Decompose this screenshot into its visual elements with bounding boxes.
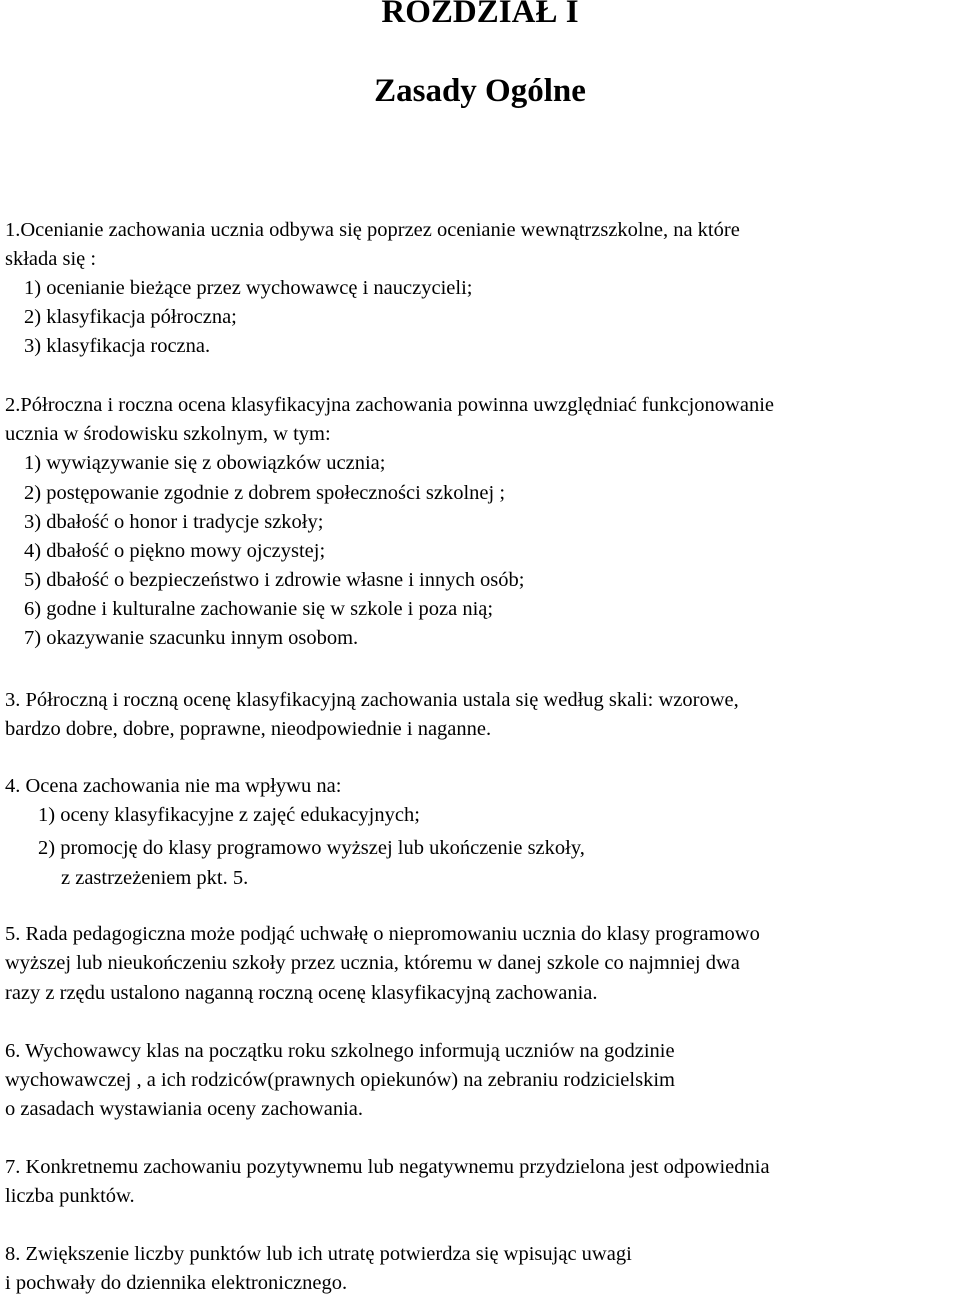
section-1-item-2: 2) klasyfikacja półroczna; xyxy=(24,306,237,328)
section-2-item-6: 6) godne i kulturalne zachowanie się w szkole i poza nią; xyxy=(24,598,494,620)
section-4-item-1: 1) oceny klasyfikacyjne z zajęć edukacyjnych; xyxy=(38,804,420,826)
section-7-line-2: liczba punktów. xyxy=(5,1185,135,1207)
chapter-title: Zasady Ogólne xyxy=(374,73,586,109)
section-3-line-2: bardzo dobre, dobre, poprawne, nieodpowiednie i naganne. xyxy=(5,718,492,740)
section-2-item-5: 5) dbałość o bezpieczeństwo i zdrowie własne i innych osób; xyxy=(24,569,525,591)
section-1-intro-line-2: składa się : xyxy=(5,248,97,270)
section-6-line-3: o zasadach wystawiania oceny zachowania. xyxy=(5,1098,364,1120)
section-8-line-2: i pochwały do dziennika elektronicznego. xyxy=(5,1272,348,1294)
section-1-intro-line-1: 1.Ocenianie zachowania ucznia odbywa się poprzez ocenianie wewnątrzszkolne, na które xyxy=(5,219,740,241)
section-3-line-1: 3. Półroczną i roczną ocenę klasyfikacyjną zachowania ustala się według skali: wzorowe, xyxy=(5,689,739,711)
section-2-item-1: 1) wywiązywanie się z obowiązków ucznia; xyxy=(24,452,386,474)
section-7-line-1: 7. Konkretnemu zachowaniu pozytywnemu lub negatywnemu przydzielona jest odpowiednia xyxy=(5,1156,770,1178)
section-1-item-1: 1) ocenianie bieżące przez wychowawcę i nauczycieli; xyxy=(24,277,473,299)
section-2-intro-line-2: ucznia w środowisku szkolnym, w tym: xyxy=(5,423,331,445)
section-2-item-4: 4) dbałość o piękno mowy ojczystej; xyxy=(24,540,326,562)
section-8-line-1: 8. Zwiększenie liczby punktów lub ich utratę potwierdza się wpisując uwagi xyxy=(5,1243,632,1265)
section-4-intro: 4. Ocena zachowania nie ma wpływu na: xyxy=(5,775,342,797)
section-2-item-3: 3) dbałość o honor i tradycje szkoły; xyxy=(24,511,324,533)
section-5-line-2: wyższej lub nieukończeniu szkoły przez ucznia, któremu w danej szkole co najmniej dwa xyxy=(5,952,740,974)
section-2-item-7: 7) okazywanie szacunku innym osobom. xyxy=(24,627,359,649)
section-5-line-3: razy z rzędu ustalono naganną roczną ocenę klasyfikacyjną zachowania. xyxy=(5,982,598,1004)
section-6-line-1: 6. Wychowawcy klas na początku roku szkolnego informują uczniów na godzinie xyxy=(5,1040,675,1062)
section-5-line-1: 5. Rada pedagogiczna może podjąć uchwałę o niepromowaniu ucznia do klasy programowo xyxy=(5,923,760,945)
section-4-item-2-continuation: z zastrzeżeniem pkt. 5. xyxy=(61,867,249,889)
section-1-item-3: 3) klasyfikacja roczna. xyxy=(24,335,211,357)
section-4-item-2: 2) promocję do klasy programowo wyższej lub ukończenie szkoły, xyxy=(38,837,585,859)
chapter-heading: ROZDZIAŁ I xyxy=(381,0,579,30)
section-2-intro-line-1: 2.Półroczna i roczna ocena klasyfikacyjna zachowania powinna uwzględniać funkcjonowanie xyxy=(5,394,775,416)
section-2-item-2: 2) postępowanie zgodnie z dobrem społeczności szkolnej ; xyxy=(24,482,506,504)
section-6-line-2: wychowawczej , a ich rodziców(prawnych opiekunów) na zebraniu rodzicielskim xyxy=(5,1069,675,1091)
